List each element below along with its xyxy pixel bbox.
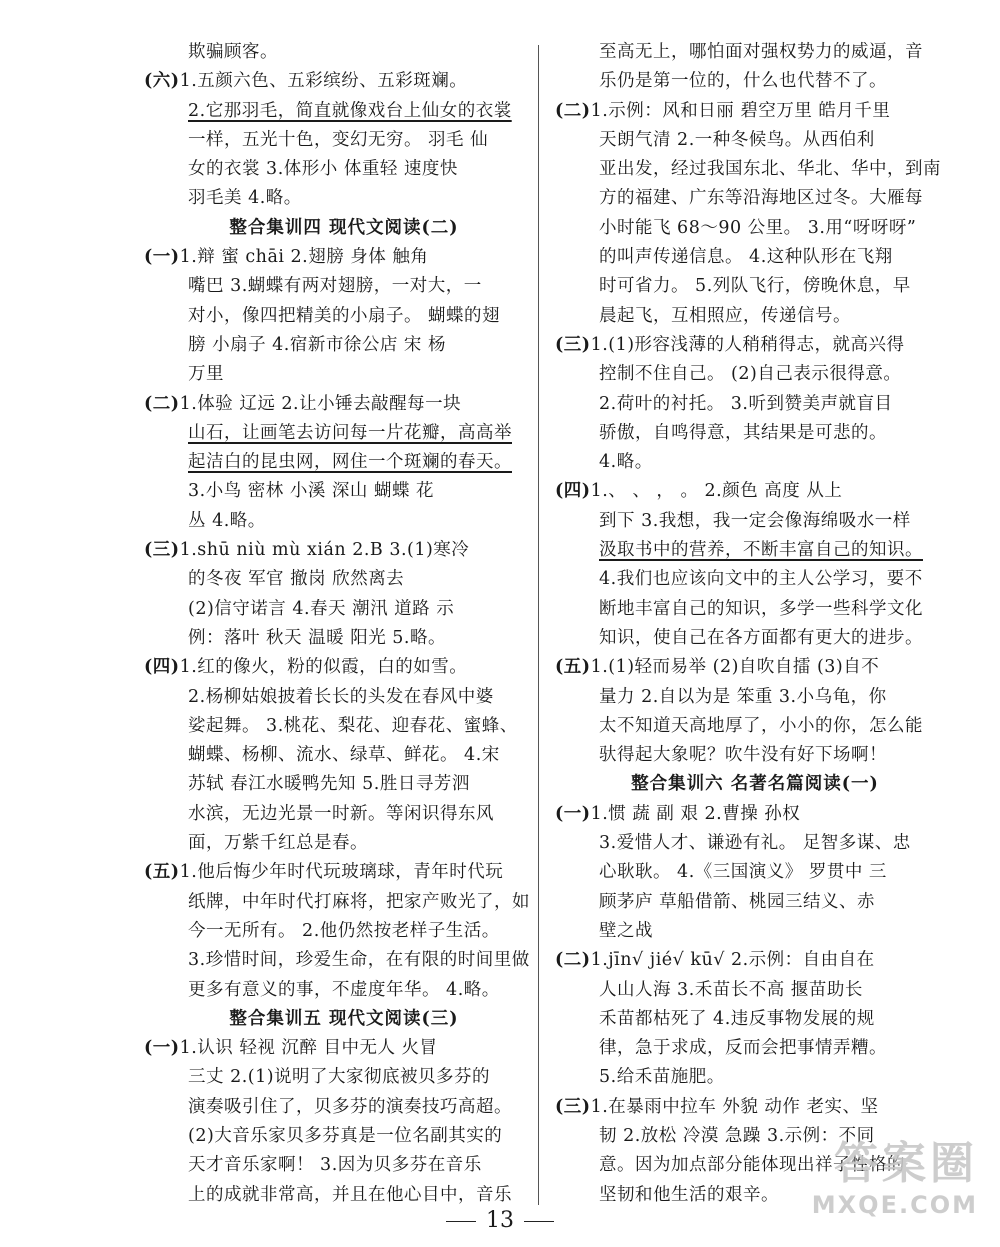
answer-text: 山石，让画笔去访问每一片花瓣，高高举 <box>188 422 512 443</box>
watermark <box>812 1127 978 1219</box>
footer-dash-left <box>446 1221 476 1222</box>
question-label: (一) <box>555 803 591 824</box>
section-heading <box>144 1005 544 1034</box>
answer-line <box>555 97 955 126</box>
answer-line <box>144 448 544 477</box>
answer-text: 韧 2.放松 冷漠 急躁 3.示例：不同 <box>599 1125 875 1146</box>
answer-text: 骄傲，自鸣得意，其结果是可悲的。 <box>599 422 887 443</box>
answer-text: 欺骗顾客。 <box>188 42 278 62</box>
question-label: (三) <box>555 1096 591 1117</box>
answer-text: 面，万紫千红总是春。 <box>188 833 368 854</box>
answer-text: 3.珍惜时间，珍爱生命，在有限的时间里做 <box>188 950 530 971</box>
answer-text: 天才音乐家啊！ 3.因为贝多芬在音乐 <box>188 1155 482 1176</box>
answer-text: 蝴蝶、杨柳、流水、绿草、鲜花。 4.宋 <box>188 745 500 766</box>
answer-text: 一样，五光十色，变幻无穷。 羽毛 仙 <box>188 129 489 150</box>
answer-line <box>555 1005 955 1034</box>
answer-text: 方的福建、广东等沿海地区过冬。大雁每 <box>599 188 923 209</box>
answer-text: 量力 2.自以为是 笨重 3.小乌龟，你 <box>599 686 887 707</box>
question-label: (二) <box>144 393 180 414</box>
answer-text: 汲取书中的营养，不断丰富自己的知识。 <box>599 540 923 561</box>
answer-text: 1.他后悔少年时代玩玻璃球，青年时代玩 <box>179 862 504 883</box>
answer-line <box>144 272 544 301</box>
answer-line <box>144 331 544 360</box>
answer-line <box>144 38 544 67</box>
answer-text: 3.爱惜人才、谦逊有礼。 足智多谋、忠 <box>599 833 911 854</box>
question-label: (六) <box>144 71 180 92</box>
answer-line <box>555 155 955 184</box>
answer-text: 坚韧和他生活的艰辛。 <box>599 1184 779 1205</box>
question-label: (二) <box>555 100 591 121</box>
answer-text: 2.它那羽毛，简直就像戏台上仙女的衣裳 <box>188 100 512 121</box>
right-column <box>555 38 955 1210</box>
answer-line <box>555 595 955 624</box>
answer-line <box>144 917 544 946</box>
answer-line <box>555 976 955 1005</box>
answer-line <box>555 1093 955 1122</box>
answer-text: 意。因为加点部分能体现出祥子性格的 <box>599 1155 905 1176</box>
answer-line <box>144 1122 544 1151</box>
answer-line <box>555 390 955 419</box>
answer-text: 心耿耿。 4.《三国演义》 罗贯中 三 <box>599 862 887 883</box>
question-label: (三) <box>555 334 591 355</box>
answer-line <box>144 1093 544 1122</box>
answer-text: 例：落叶 秋天 温暖 阳光 5.略。 <box>188 627 446 648</box>
answer-line <box>144 477 544 506</box>
answer-text: 对小，像四把精美的小扇子。 蝴蝶的翅 <box>188 305 501 326</box>
answer-line <box>555 214 955 243</box>
answer-text: 2.杨柳姑娘披着长长的头发在春风中婆 <box>188 686 494 707</box>
answer-line <box>144 770 544 799</box>
answer-text: 至高无上，哪怕面对强权势力的威逼，音 <box>599 42 923 62</box>
answer-text: 顾茅庐 草船借箭、桃园三结义、赤 <box>599 891 876 912</box>
answer-line <box>555 712 955 741</box>
answer-text: 三丈 2.(1)说明了大家彻底被贝多芬的 <box>188 1067 491 1088</box>
answer-text: (2)信守诺言 4.春天 潮汛 道路 示 <box>188 598 455 619</box>
answer-text: 1.五颜六色、五彩缤纷、五彩斑斓。 <box>179 71 468 92</box>
answer-line <box>555 624 955 653</box>
answer-text: 乐仍是第一位的，什么也代替不了。 <box>599 71 887 92</box>
answer-line <box>555 800 955 829</box>
answer-text: (2)大音乐家贝多芬真是一位名副其实的 <box>188 1125 503 1146</box>
answer-text: 整合集训六 名著名篇阅读(一) <box>631 774 879 795</box>
answer-line <box>555 888 955 917</box>
column-divider <box>538 45 539 1205</box>
question-label: (五) <box>144 862 180 883</box>
answer-line <box>144 126 544 155</box>
answer-text: 晨起飞，互相照应，传递信号。 <box>599 305 851 326</box>
answer-line <box>555 858 955 887</box>
answer-text: 万里 <box>188 364 224 385</box>
question-label: (三) <box>144 540 180 561</box>
answer-line <box>144 741 544 770</box>
answer-text: 的叫声传递信息。 4.这种队形在飞翔 <box>599 247 893 268</box>
answer-text: 2.荷叶的衬托。 3.听到赞美声就盲目 <box>599 393 893 414</box>
answer-text: 知识，使自己在各方面都有更大的进步。 <box>599 627 923 648</box>
answer-text: 1.(1)形容浅薄的人稍稍得志，就高兴得 <box>590 334 905 355</box>
answer-line <box>144 302 544 331</box>
answer-text: 1.示例：风和日丽 碧空万里 皓月千里 <box>590 100 891 121</box>
answer-text: 人山人海 3.禾苗长不高 揠苗助长 <box>599 979 863 1000</box>
answer-text: 5.给禾苗施肥。 <box>599 1067 725 1088</box>
answer-text: 3.小鸟 密林 小溪 深山 蝴蝶 花 <box>188 481 435 502</box>
answer-text: 的冬夜 军官 撤岗 欣然离去 <box>188 569 405 590</box>
answer-line <box>144 683 544 712</box>
answer-line <box>144 829 544 858</box>
answer-text: 天朗气清 2.一种冬候鸟。从西伯利 <box>599 129 875 150</box>
answer-line <box>555 272 955 301</box>
answer-text: 4.我们也应该向文中的主人公学习，要不 <box>599 569 923 590</box>
answer-line <box>555 126 955 155</box>
answer-line <box>144 1151 544 1180</box>
answer-text: 1.认识 轻视 沉醉 目中无人 火冒 <box>179 1038 438 1059</box>
answer-text: 到下 3.我想，我一定会像海绵吸水一样 <box>599 510 911 531</box>
answer-line <box>144 184 544 213</box>
answer-text: 娑起舞。 3.桃花、梨花、迎春花、蜜蜂、 <box>188 715 518 736</box>
answer-line <box>144 976 544 1005</box>
answer-line <box>555 653 955 682</box>
answer-text: 1.jīn√ jié√ kū√ 2.示例：自由自在 <box>590 950 875 971</box>
footer-dash-right <box>524 1221 554 1222</box>
answer-text: 1.辩 蜜 chāi 2.翅膀 身体 触角 <box>179 247 429 268</box>
question-label: (二) <box>555 950 591 971</box>
answer-text: 亚出发，经过我国东北、华北、华中，到南 <box>599 159 941 180</box>
answer-text: 控制不住自己。 (2)自己表示很得意。 <box>599 364 902 385</box>
answer-line <box>144 858 544 887</box>
answer-line <box>144 946 544 975</box>
answer-line <box>144 1034 544 1063</box>
answer-line <box>555 302 955 331</box>
answer-line <box>555 448 955 477</box>
answer-text: 膀 小扇子 4.宿新市徐公店 宋 杨 <box>188 334 446 355</box>
answer-text: 苏轼 春江水暖鸭先知 5.胜日寻芳泗 <box>188 774 470 795</box>
answer-text: 纸牌，中年时代打麻将，把家产败光了，如 <box>188 891 530 912</box>
watermark-url: MXQE.COM <box>811 1191 978 1219</box>
answer-line <box>144 243 544 272</box>
watermark-text: 答案圈 <box>834 1138 978 1189</box>
answer-line <box>144 888 544 917</box>
answer-line <box>144 800 544 829</box>
answer-line <box>555 829 955 858</box>
question-label: (一) <box>144 247 180 268</box>
answer-line <box>144 624 544 653</box>
answer-text: 1.在暴雨中拉车 外貌 动作 老实、坚 <box>590 1096 879 1117</box>
answer-text: 起洁白的昆虫网，网住一个斑斓的春天。 <box>188 452 512 473</box>
answer-text: 1.、 、 ， 。 2.颜色 高度 从上 <box>590 481 843 502</box>
answer-text: 小时能飞 68～90 公里。 3.用“呀呀呀” <box>599 217 917 238</box>
answer-line <box>144 653 544 682</box>
answer-text: 1.shū niù mù xián 2.B 3.(1)寒冷 <box>179 540 470 561</box>
answer-line <box>144 155 544 184</box>
answer-line <box>555 419 955 448</box>
answer-text: 丛 4.略。 <box>188 510 266 531</box>
answer-line <box>555 507 955 536</box>
answer-line <box>555 536 955 565</box>
answer-line <box>144 360 544 389</box>
answer-line <box>144 390 544 419</box>
answer-line <box>555 917 955 946</box>
answer-line <box>555 67 955 96</box>
answer-text: 更多有意义的事，不虚度年华。 4.略。 <box>188 979 500 1000</box>
answer-line <box>144 565 544 594</box>
answer-text: 壁之战 <box>599 920 653 941</box>
answer-text: 1.惯 蔬 副 艰 2.曹操 孙权 <box>590 803 801 824</box>
answer-line <box>555 683 955 712</box>
answer-text: 1.红的像火，粉的似霞，白的如雪。 <box>179 657 468 678</box>
answer-line <box>555 184 955 213</box>
answer-text: 驮得起大象呢？吹牛没有好下场啊！ <box>599 745 887 766</box>
section-heading <box>144 214 544 243</box>
answer-text: 演奏吸引住了，贝多芬的演奏技巧高超。 <box>188 1096 512 1117</box>
question-label: (五) <box>555 657 591 678</box>
answer-line <box>555 1034 955 1063</box>
answer-line <box>555 741 955 770</box>
answer-line <box>555 477 955 506</box>
answer-line <box>144 536 544 565</box>
answer-line <box>555 1063 955 1092</box>
section-heading <box>555 770 955 799</box>
answer-text: 律，急于求成，反而会把事情弄糟。 <box>599 1038 887 1059</box>
answer-line <box>555 38 955 67</box>
answer-text: 羽毛美 4.略。 <box>188 188 302 209</box>
answer-text: 嘴巴 3.蝴蝶有两对翅膀，一对大，一 <box>188 276 482 297</box>
answer-text: 上的成就非常高，并且在他心目中，音乐 <box>188 1184 512 1205</box>
answer-text: 水滨，无边光景一时新。等闲识得东风 <box>188 803 494 824</box>
answer-line <box>144 419 544 448</box>
answer-text: 1.(1)轻而易举 (2)自吹自擂 (3)自不 <box>590 657 880 678</box>
answer-text: 今一无所有。 2.他仍然按老样子生活。 <box>188 920 500 941</box>
answer-line <box>144 67 544 96</box>
answer-line <box>555 243 955 272</box>
question-label: (四) <box>144 657 180 678</box>
answer-line <box>144 97 544 126</box>
answer-text: 断地丰富自己的知识，多学一些科学文化 <box>599 598 923 619</box>
answer-line <box>144 507 544 536</box>
answer-line <box>144 595 544 624</box>
answer-line <box>555 360 955 389</box>
question-label: (一) <box>144 1038 180 1059</box>
answer-text: 太不知道天高地厚了，小小的你，怎么能 <box>599 715 923 736</box>
answer-text: 整合集训四 现代文阅读(二) <box>229 217 459 238</box>
page-number: 13 <box>486 1208 514 1233</box>
answer-line <box>555 565 955 594</box>
answer-line <box>144 712 544 741</box>
answer-line <box>555 331 955 360</box>
answer-line <box>144 1063 544 1092</box>
answer-line <box>555 946 955 975</box>
answer-text: 1.体验 辽远 2.让小锤去敲醒每一块 <box>179 393 462 414</box>
answer-text: 4.略。 <box>599 452 653 473</box>
question-label: (四) <box>555 481 591 502</box>
answer-text: 禾苗都枯死了 4.违反事物发展的规 <box>599 1008 875 1029</box>
answer-text: 女的衣裳 3.体形小 体重轻 速度快 <box>188 159 458 180</box>
left-column <box>144 38 544 1210</box>
answer-text: 整合集训五 现代文阅读(三) <box>229 1008 459 1029</box>
answer-text: 时可省力。 5.列队飞行，傍晚休息，早 <box>599 276 911 297</box>
